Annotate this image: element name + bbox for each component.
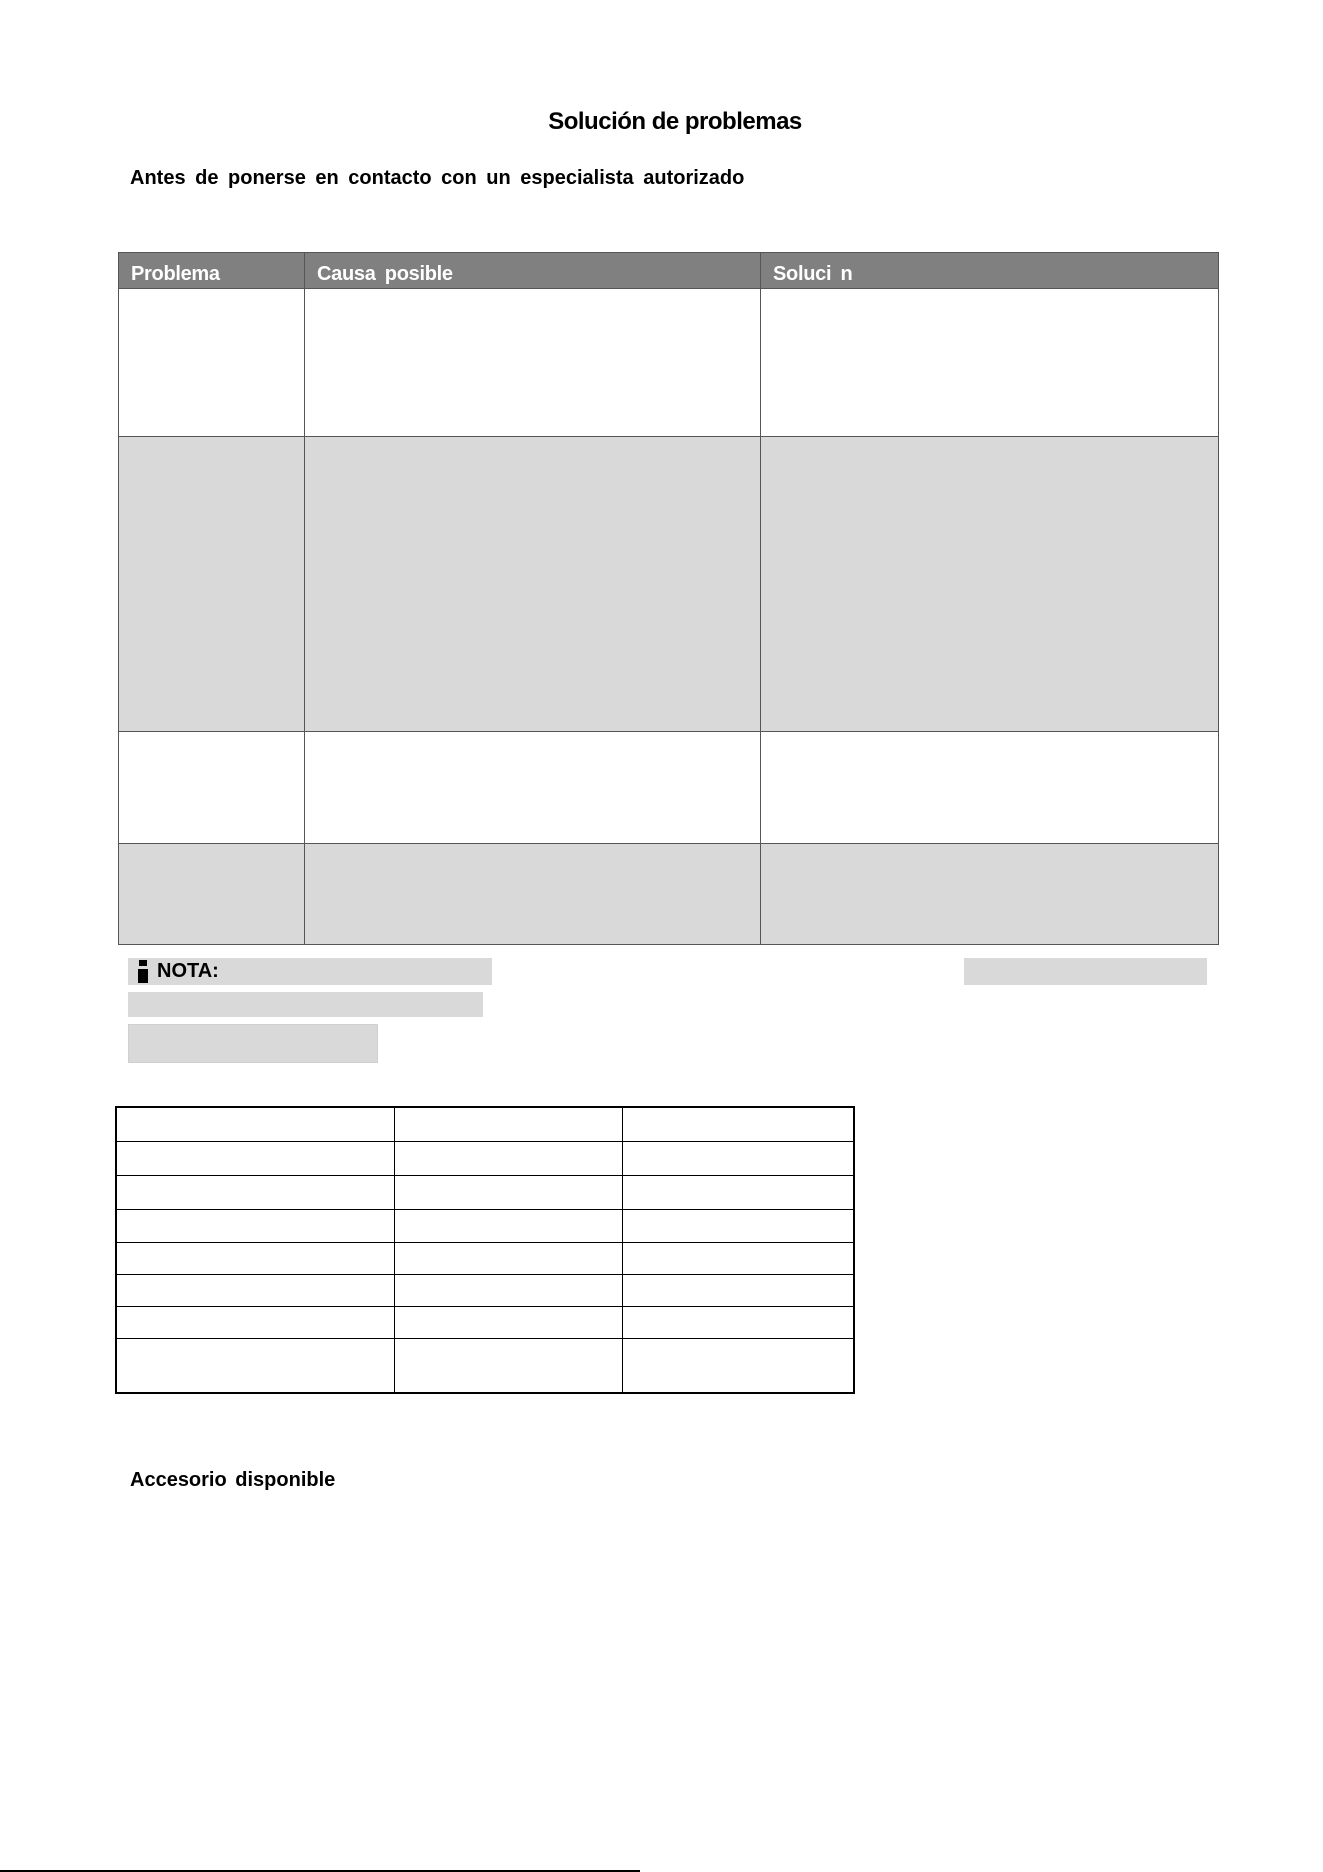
table-header-row <box>119 253 1219 289</box>
table-cell <box>119 437 305 732</box>
grid-cell <box>394 1107 622 1141</box>
grid-cell <box>394 1175 622 1209</box>
grid-cell <box>116 1242 394 1274</box>
grid-cell <box>622 1338 854 1393</box>
page-title: Solución de problemas <box>548 108 802 135</box>
table-cell <box>761 844 1219 945</box>
grid-cell <box>394 1338 622 1393</box>
accessory-heading: Accesorio disponible <box>130 1469 336 1491</box>
grid-cell <box>116 1338 394 1393</box>
grid-cell <box>394 1274 622 1306</box>
table-row <box>119 289 1219 437</box>
table-cell <box>305 732 761 844</box>
grid-row <box>116 1141 854 1175</box>
grid-row <box>116 1274 854 1306</box>
grid-cell <box>622 1274 854 1306</box>
header-problema: Problema <box>119 253 305 289</box>
grid-cell <box>394 1242 622 1274</box>
note-highlight-right <box>964 958 1207 985</box>
note-highlight-box <box>128 1024 378 1063</box>
table-cell <box>305 437 761 732</box>
note-label <box>135 958 219 985</box>
table-row <box>119 437 1219 732</box>
grid-cell <box>116 1306 394 1338</box>
table-cell <box>305 289 761 437</box>
table-cell <box>761 437 1219 732</box>
grid-row <box>116 1107 854 1141</box>
table-row <box>119 844 1219 945</box>
info-icon <box>135 960 151 984</box>
table-cell <box>119 732 305 844</box>
grid-cell <box>116 1175 394 1209</box>
grid-cell <box>622 1306 854 1338</box>
table-cell <box>761 289 1219 437</box>
page-subtitle: Antes de ponerse en contacto con un especialista autorizado <box>130 167 745 189</box>
grid-row <box>116 1306 854 1338</box>
grid-cell <box>116 1274 394 1306</box>
grid-row <box>116 1175 854 1209</box>
header-causa-posible: Causa posible <box>305 253 761 289</box>
grid-cell <box>622 1107 854 1141</box>
specs-grid <box>115 1106 855 1394</box>
table-cell <box>119 844 305 945</box>
note-text: NOTA: <box>157 960 219 982</box>
table-cell <box>119 289 305 437</box>
note-highlight-line-2 <box>128 992 483 1017</box>
table-cell <box>305 844 761 945</box>
grid-row <box>116 1209 854 1242</box>
grid-row <box>116 1242 854 1274</box>
troubleshooting-table <box>118 252 1219 945</box>
grid-cell <box>116 1141 394 1175</box>
grid-cell <box>394 1306 622 1338</box>
grid-cell <box>622 1209 854 1242</box>
grid-cell <box>622 1175 854 1209</box>
table-row <box>119 732 1219 844</box>
grid-row <box>116 1338 854 1393</box>
header-solucion: Soluci n <box>761 253 1219 289</box>
grid-cell <box>622 1141 854 1175</box>
grid-cell <box>622 1242 854 1274</box>
grid-cell <box>394 1209 622 1242</box>
grid-cell <box>394 1141 622 1175</box>
grid-cell <box>116 1209 394 1242</box>
grid-cell <box>116 1107 394 1141</box>
table-cell <box>761 732 1219 844</box>
